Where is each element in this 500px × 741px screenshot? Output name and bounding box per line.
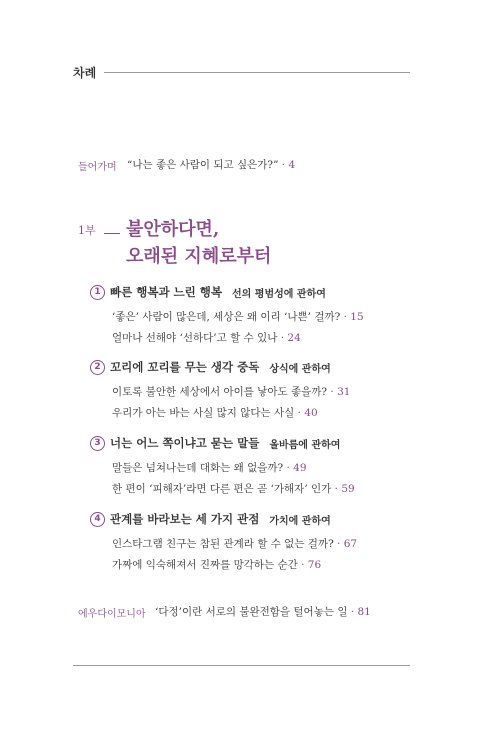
toc-entry xyxy=(112,405,318,420)
page-title: 차례 xyxy=(73,66,97,80)
page-separator: · xyxy=(294,407,305,419)
entry-page: 40 xyxy=(304,407,318,419)
chapter-number-badge: 1 xyxy=(90,285,105,300)
entry-text: 우리가 아는 바는 사실 많지 않다는 사실 xyxy=(112,407,295,419)
entry-page: 24 xyxy=(287,332,301,344)
entry-text: 얼마나 선해야 ‘선하다’고 할 수 있나 xyxy=(112,332,278,344)
intro-label: 들어가며 xyxy=(78,162,117,173)
intro-page: 4 xyxy=(288,159,296,171)
chapter-title-text: 관계를 바라보는 세 가지 관점 xyxy=(110,512,260,526)
entry-text: 이토록 불안한 세상에서 아이를 낳아도 좋을까? xyxy=(112,386,328,398)
chapter-number-badge: 2 xyxy=(90,360,105,375)
page-separator: · xyxy=(297,559,308,571)
entry-page: 31 xyxy=(337,386,351,398)
chapter-title xyxy=(90,435,340,451)
page-separator: · xyxy=(283,462,294,474)
page-separator: · xyxy=(281,159,289,171)
epilogue-text: ‘다정’이란 서로의 불완전함을 털어놓는 일 xyxy=(155,606,348,618)
page-separator: · xyxy=(340,311,351,323)
toc-entry xyxy=(112,330,301,345)
chapter-title-text: 꼬리에 꼬리를 무는 생각 중독 xyxy=(110,360,260,374)
chapter-title-text: 너는 어느 쪽이냐고 묻는 말들 xyxy=(110,436,260,450)
intro-entry xyxy=(127,157,295,172)
toc-entry xyxy=(112,309,364,324)
entry-page: 59 xyxy=(341,483,355,495)
chapter-number-badge: 4 xyxy=(90,512,105,527)
chapter-subtitle: 상식에 관하여 xyxy=(269,363,331,375)
chapter-subtitle: 가치에 관하여 xyxy=(269,515,331,527)
part-title-line-1: 불안하다면, xyxy=(126,219,220,240)
page-separator: · xyxy=(333,538,344,550)
footer-rule xyxy=(73,665,410,666)
toc-entry xyxy=(112,384,350,399)
epilogue-page: 81 xyxy=(357,606,371,618)
page-separator: · xyxy=(277,332,288,344)
part-label: 1부 xyxy=(78,224,96,237)
chapter-title xyxy=(90,511,331,527)
chapter-subtitle: 선의 평범성에 관하여 xyxy=(232,288,326,300)
page-separator: · xyxy=(347,606,358,618)
toc-entry xyxy=(112,481,355,496)
toc-entry xyxy=(112,460,307,475)
entry-page: 76 xyxy=(307,559,322,571)
part-title-line-2: 오래된 지혜로부터 xyxy=(126,246,272,267)
chapter-number-badge: 3 xyxy=(90,436,105,451)
entry-page: 15 xyxy=(350,311,364,323)
entry-text: 가짜에 익숙해져서 진짜를 망각하는 순간 xyxy=(112,559,298,571)
epilogue-label: 에우다이모니아 xyxy=(78,609,146,620)
entry-text: 한 편이 ‘피해자’라면 다른 편은 곧 ‘가해자’ 인가 xyxy=(112,483,332,495)
chapter-subtitle: 올바름에 관하여 xyxy=(269,439,341,451)
toc-entry xyxy=(112,536,357,551)
entry-text: 말들은 넘쳐나는데 대화는 왜 없을까? xyxy=(112,462,284,474)
entry-text: 인스타그램 친구는 참된 관계라 할 수 없는 걸까? xyxy=(112,538,334,550)
header-rule xyxy=(104,72,410,73)
epilogue-entry xyxy=(155,604,371,619)
chapter-title-text: 빠른 행복과 느린 행복 xyxy=(110,285,222,299)
intro-text: “나는 좋은 사람이 되고 싶은가?” xyxy=(127,159,279,171)
entry-page: 49 xyxy=(293,462,307,474)
entry-page: 67 xyxy=(343,538,358,550)
part-label-line xyxy=(104,233,120,234)
chapter-title xyxy=(90,284,326,300)
entry-text: ‘좋은’ 사람이 많은데, 세상은 왜 이리 ‘나쁜’ 걸까? xyxy=(112,311,341,323)
chapter-title xyxy=(90,359,331,375)
page-separator: · xyxy=(327,386,338,398)
page-separator: · xyxy=(331,483,342,495)
toc-entry xyxy=(112,557,321,572)
